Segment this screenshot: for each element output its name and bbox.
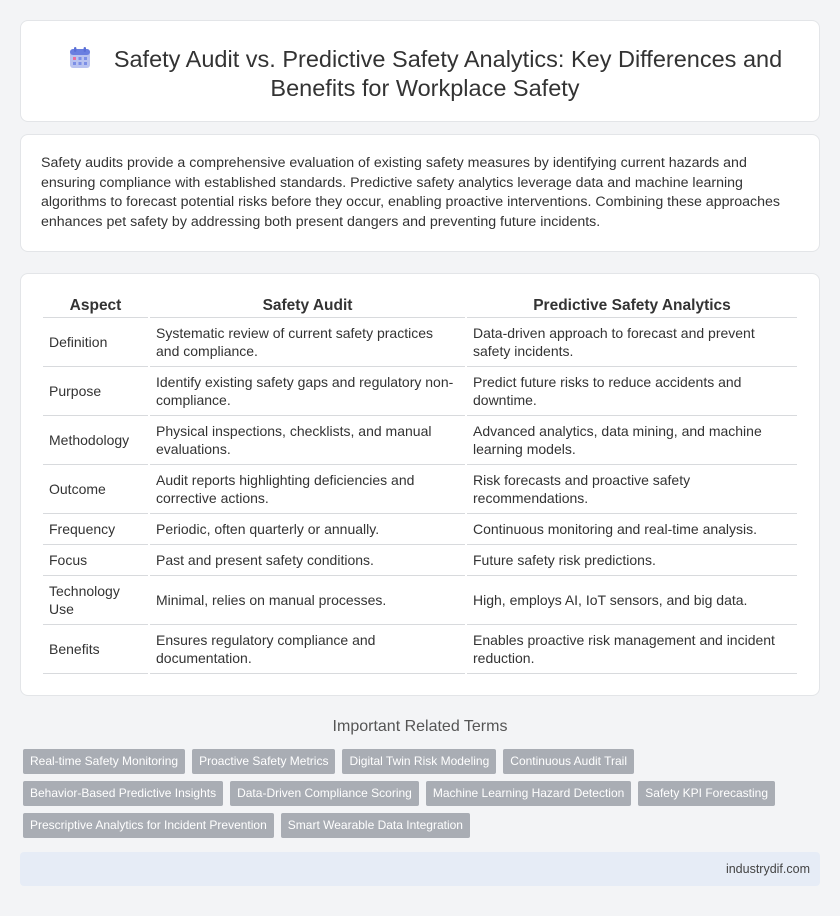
row-aspect: Methodology (43, 416, 148, 465)
footer-site[interactable]: industrydif.com (725, 862, 810, 876)
table-row (43, 514, 797, 545)
header-predictive-analytics: Predictive Safety Analytics (467, 292, 797, 318)
related-terms-list (23, 749, 813, 838)
header-aspect: Aspect (43, 292, 148, 318)
related-term-tag[interactable]: Prescriptive Analytics for Incident Prevention (23, 813, 274, 838)
row-predictive: Future safety risk predictions. (467, 545, 797, 576)
row-predictive: Enables proactive risk management and incident reduction. (467, 625, 797, 674)
header-card (20, 20, 820, 122)
page-title-wrap (61, 45, 789, 103)
calendar-icon (68, 46, 92, 70)
related-term-tag[interactable]: Real-time Safety Monitoring (23, 749, 185, 774)
row-audit: Systematic review of current safety practices and compliance. (150, 318, 465, 367)
table-row (43, 465, 797, 514)
row-aspect: Technology Use (43, 576, 148, 625)
row-aspect: Outcome (43, 465, 148, 514)
row-predictive: Continuous monitoring and real-time analysis. (467, 514, 797, 545)
table-header-row (43, 292, 797, 318)
footer-bar (20, 852, 820, 886)
summary-text: Safety audits provide a comprehensive evaluation of existing safety measures by identifying current hazards and ensuring compliance with established standards. Predictive safety analytics leverage data and machine learning algorithms to forecast potential risks before they occur, enabling proactive interventions. Combining these approaches enhances pet safety by addressing both present dangers and preventing future incidents. (41, 155, 780, 230)
row-predictive: Data-driven approach to forecast and prevent safety incidents. (467, 318, 797, 367)
row-aspect: Focus (43, 545, 148, 576)
row-aspect: Frequency (43, 514, 148, 545)
comparison-table (41, 292, 799, 674)
row-predictive: Risk forecasts and proactive safety recommendations. (467, 465, 797, 514)
row-predictive: Advanced analytics, data mining, and machine learning models. (467, 416, 797, 465)
related-terms-heading: Important Related Terms (332, 718, 508, 735)
row-aspect: Purpose (43, 367, 148, 416)
row-audit: Physical inspections, checklists, and manual evaluations. (150, 416, 465, 465)
page-title: Safety Audit vs. Predictive Safety Analytics: Key Differences and Benefits for Workplace Safety (113, 46, 783, 101)
related-term-tag[interactable]: Behavior-Based Predictive Insights (23, 781, 223, 806)
related-term-tag[interactable]: Data-Driven Compliance Scoring (230, 781, 419, 806)
row-audit: Periodic, often quarterly or annually. (150, 514, 465, 545)
row-audit: Minimal, relies on manual processes. (150, 576, 465, 625)
table-row (43, 625, 797, 674)
related-term-tag[interactable]: Safety KPI Forecasting (638, 781, 775, 806)
row-aspect: Benefits (43, 625, 148, 674)
related-term-tag[interactable]: Continuous Audit Trail (503, 749, 634, 774)
table-row (43, 318, 797, 367)
related-term-tag[interactable]: Smart Wearable Data Integration (281, 813, 470, 838)
table-row (43, 576, 797, 625)
table-row (43, 416, 797, 465)
table-row (43, 367, 797, 416)
row-audit: Identify existing safety gaps and regulatory non-compliance. (150, 367, 465, 416)
row-audit: Ensures regulatory compliance and documentation. (150, 625, 465, 674)
row-audit: Audit reports highlighting deficiencies and corrective actions. (150, 465, 465, 514)
row-predictive: High, employs AI, IoT sensors, and big data. (467, 576, 797, 625)
row-aspect: Definition (43, 318, 148, 367)
related-term-tag[interactable]: Proactive Safety Metrics (192, 749, 335, 774)
related-term-tag[interactable]: Digital Twin Risk Modeling (342, 749, 496, 774)
header-safety-audit: Safety Audit (150, 292, 465, 318)
related-term-tag[interactable]: Machine Learning Hazard Detection (426, 781, 631, 806)
summary-card (20, 134, 820, 252)
row-audit: Past and present safety conditions. (150, 545, 465, 576)
row-predictive: Predict future risks to reduce accidents and downtime. (467, 367, 797, 416)
comparison-card (20, 273, 820, 696)
table-row (43, 545, 797, 576)
